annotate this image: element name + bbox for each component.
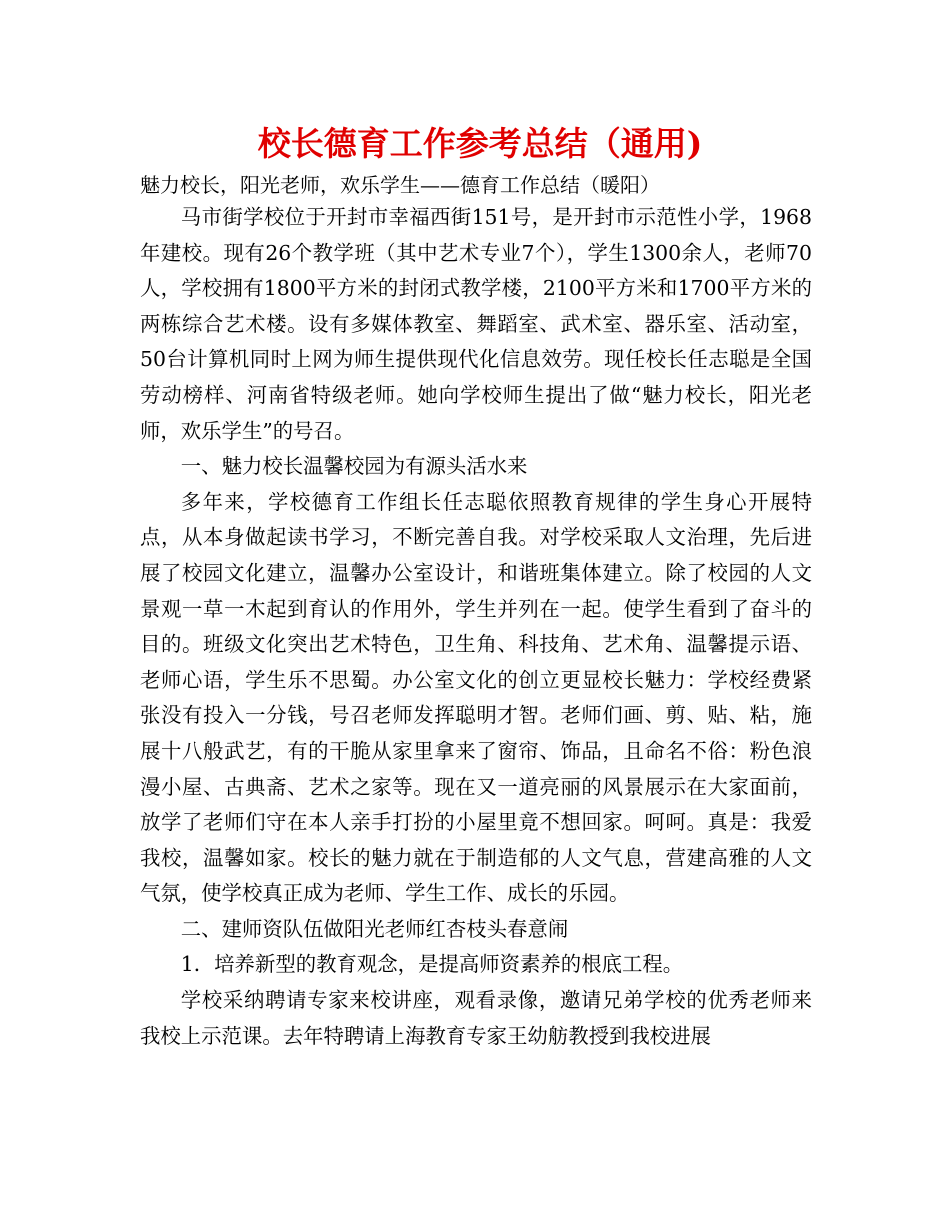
subsection-heading-1: 1．培养新型的教育观念，是提高师资素养的根底工程。 bbox=[180, 952, 684, 977]
document-page bbox=[140, 118, 812, 1054]
document-title: 校长德育工作参考总结（通用) bbox=[257, 124, 703, 163]
paragraph-section-2: 学校采纳聘请专家来校讲座，观看录像，邀请兄弟学校的优秀老师来我校上示范课。去年特聘请上海教育专家王幼舫教授到我校进展 bbox=[140, 988, 812, 1048]
paragraph-section-1: 多年来，学校德育工作组长任志聪依照教育规律的学生身心开展特点，从本身做起读书学习，不断完善自我。对学校采取人文治理，先后进展了校园文化建立，温馨办公室设计，和谐班集体建立。除了校园的人文景观一草一木起到育认的作用外，学生并列在一起。使学生看到了奋斗的目的。班级文化突出艺术特色，卫生角、科技角、艺术角、温馨提示语、老师心语，学生乐不思蜀。办公室文化的创立更显校长魅力：学校经费紧张没有投入一分钱，号召老师发挥聪明才智。老师们画、剪、贴、粘，施展十八般武艺，有的干脆从家里拿来了窗帘、饰品，且命名不俗：粉色浪漫小屋、古典斋、艺术之家等。现在又一道亮丽的风景展示在大家面前，放学了老师们守在本人亲手打扮的小屋里竟不想回家。呵呵。真是：我爱我校，温馨如家。校长的魅力就在于制造郁的人文气息，营建高雅的人文气氛，使学校真正成为老师、学生工作、成长的乐园。 bbox=[140, 489, 812, 906]
section-heading-2: 二、建师资队伍做阳光老师红杏枝头春意闹 bbox=[180, 916, 569, 941]
document-subtitle: 魅力校长，阳光老师，欢乐学生——德育工作总结（暖阳） bbox=[140, 173, 660, 197]
paragraph-intro: 马市街学校位于开封市幸福西街151号，是开封市示范性小学，1968年建校。现有26个教学班（其中艺术专业7个），学生1300余人，老师70人，学校拥有1800平方米的封闭式教学楼，2100平方米和1700平方米的两栋综合艺术楼。设有多媒体教室、舞蹈室、武术室、器乐室、活动室，50台计算机同时上网为师生提供现代化信息效劳。现任校长任志聪是全国劳动榜样、河南省特级老师。她向学校师生提出了做“魅力校长，阳光老师，欢乐学生”的号召。 bbox=[140, 205, 812, 443]
section-heading-1: 一、魅力校长温馨校园为有源头活水来 bbox=[180, 454, 528, 479]
